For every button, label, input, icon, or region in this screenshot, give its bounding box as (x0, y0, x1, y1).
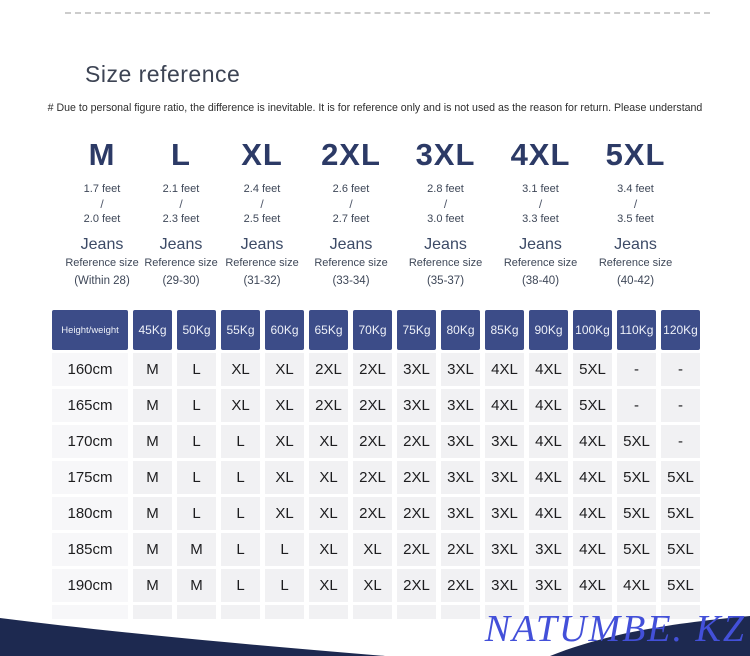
size-column-5xl (588, 138, 683, 288)
size-cell: 3XL (485, 497, 524, 530)
height-row-header: 190cm (52, 569, 128, 602)
jeans-size-range: (33-34) (332, 275, 370, 287)
jeans-label: Jeans (329, 236, 373, 253)
size-cell: M (133, 497, 172, 530)
size-cell: 5XL (617, 497, 656, 530)
size-cell: 2XL (397, 461, 436, 494)
size-cell: M (177, 533, 216, 566)
size-cell: 4XL (573, 461, 612, 494)
size-cell: 5XL (617, 533, 656, 566)
size-cell: 4XL (529, 353, 568, 386)
weight-column-header: 100Kg (573, 310, 612, 350)
feet-min-value: 2.6 feet (332, 183, 370, 195)
size-label: 5XL (605, 137, 666, 172)
size-cell: 5XL (573, 389, 612, 422)
size-cell: XL (309, 497, 348, 530)
size-cell: 2XL (353, 497, 392, 530)
feet-separator: / (349, 197, 353, 211)
size-column-xl (220, 138, 304, 288)
size-column-2xl (304, 138, 398, 288)
jeans-label: Jeans (519, 236, 562, 253)
jeans-size-range: (40-42) (616, 275, 655, 287)
weight-column-header: 70Kg (353, 310, 392, 350)
size-cell: 3XL (529, 533, 568, 566)
size-cell: XL (309, 425, 348, 458)
size-column-4xl (493, 138, 588, 288)
weight-column-header: 85Kg (485, 310, 524, 350)
size-column-3xl (398, 138, 493, 288)
size-cell: L (221, 533, 260, 566)
size-label: 4XL (510, 137, 571, 172)
size-cell: 3XL (441, 353, 480, 386)
size-cell: XL (265, 461, 304, 494)
feet-min-value: 3.1 feet (522, 183, 559, 195)
feet-max-value: 3.5 feet (617, 213, 654, 225)
reference-size-label: Reference size (65, 257, 139, 269)
feet-separator: / (179, 197, 183, 211)
size-cell: M (133, 461, 172, 494)
size-cell: - (617, 389, 656, 422)
size-cell: L (177, 353, 216, 386)
size-cell: 4XL (573, 425, 612, 458)
size-cell: M (133, 353, 172, 386)
size-cell: XL (221, 389, 260, 422)
jeans-label: Jeans (240, 236, 284, 253)
size-cell: L (177, 389, 216, 422)
feet-min-value: 2.4 feet (243, 183, 281, 195)
size-cell: 5XL (617, 425, 656, 458)
size-cell: L (265, 533, 304, 566)
weight-column-header: 55Kg (221, 310, 260, 350)
height-row-header: 160cm (52, 353, 128, 386)
size-label: L (171, 137, 191, 172)
feet-separator: / (260, 197, 264, 211)
disclaimer-text: # Due to personal figure ratio, the difference is inevitable. It is for reference only and is not used as the reason for return. Please understand (47, 102, 703, 114)
reference-size-label: Reference size (503, 257, 578, 269)
weight-column-header: 120Kg (661, 310, 700, 350)
weight-column-header: 90Kg (529, 310, 568, 350)
size-cell: L (221, 425, 260, 458)
feet-max-value: 2.0 feet (83, 213, 121, 225)
size-cell: XL (265, 425, 304, 458)
feet-separator: / (100, 197, 104, 211)
height-row-header: 180cm (52, 497, 128, 530)
weight-column-header: 45Kg (133, 310, 172, 350)
size-cell: XL (265, 497, 304, 530)
size-cell: XL (309, 569, 348, 602)
feet-max-value: 2.5 feet (243, 213, 281, 225)
jeans-size-range: (38-40) (521, 275, 560, 287)
weight-column-header: 110Kg (617, 310, 656, 350)
jeans-label: Jeans (159, 236, 203, 253)
size-cell: - (661, 353, 700, 386)
size-cell: 3XL (485, 461, 524, 494)
size-cell: XL (221, 353, 260, 386)
size-cell: 3XL (441, 497, 480, 530)
size-cell: 4XL (485, 389, 524, 422)
jeans-size-range: (35-37) (426, 275, 465, 287)
size-cell: 4XL (529, 461, 568, 494)
size-cell: 3XL (441, 461, 480, 494)
reference-size-label: Reference size (598, 257, 673, 269)
size-cell: L (177, 497, 216, 530)
size-cell: 4XL (529, 389, 568, 422)
feet-separator: / (443, 197, 448, 211)
size-cell: 4XL (529, 425, 568, 458)
size-cell: M (133, 389, 172, 422)
size-cell: M (133, 569, 172, 602)
size-cell: L (177, 425, 216, 458)
size-cell: 5XL (661, 569, 700, 602)
size-label: M (88, 137, 116, 172)
feet-max-value: 2.3 feet (162, 213, 200, 225)
height-row-header: 165cm (52, 389, 128, 422)
jeans-size-range: (Within 28) (74, 275, 130, 287)
table-corner-header: Height/weight (52, 310, 128, 350)
size-cell: 3XL (485, 569, 524, 602)
feet-max-value: 3.3 feet (522, 213, 559, 225)
size-cell: XL (309, 461, 348, 494)
weight-column-header: 75Kg (397, 310, 436, 350)
feet-max-value: 3.0 feet (427, 213, 464, 225)
watermark-text: NATUMBE. KZ (484, 608, 746, 650)
size-cell: 3XL (529, 569, 568, 602)
feet-min-value: 3.4 feet (617, 183, 654, 195)
weight-column-header: 60Kg (265, 310, 304, 350)
size-summary-grid (62, 138, 683, 288)
size-cell: 3XL (397, 389, 436, 422)
size-cell: XL (353, 569, 392, 602)
size-cell: 4XL (573, 533, 612, 566)
size-cell: 2XL (353, 461, 392, 494)
height-row-header: 170cm (52, 425, 128, 458)
feet-min-value: 2.8 feet (427, 183, 464, 195)
size-cell: 4XL (485, 353, 524, 386)
size-cell: 4XL (529, 497, 568, 530)
jeans-size-range: (31-32) (243, 275, 281, 287)
size-cell: XL (265, 389, 304, 422)
size-cell: M (133, 533, 172, 566)
jeans-size-range: (29-30) (162, 275, 200, 287)
height-row-header: 185cm (52, 533, 128, 566)
weight-column-header: 50Kg (177, 310, 216, 350)
size-cell: 4XL (573, 497, 612, 530)
weight-column-header: 80Kg (441, 310, 480, 350)
size-cell: 2XL (397, 425, 436, 458)
size-cell: 5XL (661, 497, 700, 530)
feet-min-value: 1.7 feet (83, 183, 121, 195)
page-title: Size reference (85, 61, 241, 87)
size-column-m (62, 138, 142, 288)
size-cell: L (265, 569, 304, 602)
size-cell: XL (353, 533, 392, 566)
size-cell: L (221, 461, 260, 494)
height-row-header: 175cm (52, 461, 128, 494)
feet-separator: / (538, 197, 543, 211)
size-cell: 2XL (441, 569, 480, 602)
size-cell: 2XL (397, 533, 436, 566)
feet-max-value: 2.7 feet (332, 213, 370, 225)
size-cell: 5XL (661, 461, 700, 494)
size-cell: L (177, 461, 216, 494)
size-cell: 5XL (573, 353, 612, 386)
feet-separator: / (633, 197, 638, 211)
size-cell: XL (265, 353, 304, 386)
size-cell: 3XL (397, 353, 436, 386)
size-cell: 2XL (309, 389, 348, 422)
size-cell: - (661, 425, 700, 458)
size-cell: M (133, 425, 172, 458)
size-cell: 5XL (617, 461, 656, 494)
size-cell: 2XL (397, 569, 436, 602)
reference-size-label: Reference size (225, 257, 299, 269)
size-cell: 2XL (397, 497, 436, 530)
size-cell: 2XL (353, 389, 392, 422)
size-cell: 2XL (353, 353, 392, 386)
size-cell: 2XL (441, 533, 480, 566)
reference-size-label: Reference size (144, 257, 218, 269)
size-cell: L (221, 569, 260, 602)
jeans-label: Jeans (424, 236, 467, 253)
size-cell: 3XL (441, 389, 480, 422)
reference-size-label: Reference size (314, 257, 388, 269)
size-label: 2XL (321, 137, 381, 172)
size-cell: - (617, 353, 656, 386)
size-cell: M (177, 569, 216, 602)
jeans-label: Jeans (80, 236, 124, 253)
size-cell: L (221, 497, 260, 530)
reference-size-label: Reference size (408, 257, 483, 269)
size-cell: 5XL (661, 533, 700, 566)
height-weight-size-table (52, 310, 700, 619)
jeans-label: Jeans (614, 236, 657, 253)
size-cell: XL (309, 533, 348, 566)
size-label: XL (241, 137, 283, 172)
size-column-l (142, 138, 220, 288)
size-label: 3XL (415, 137, 476, 172)
size-cell: 4XL (573, 569, 612, 602)
size-cell: 3XL (441, 425, 480, 458)
feet-min-value: 2.1 feet (162, 183, 200, 195)
size-cell: - (661, 389, 700, 422)
size-cell: 3XL (485, 533, 524, 566)
size-cell: 3XL (485, 425, 524, 458)
size-cell: 4XL (617, 569, 656, 602)
bottom-left-wave (0, 618, 385, 656)
weight-column-header: 65Kg (309, 310, 348, 350)
top-dashed-divider (65, 12, 710, 14)
size-cell: 2XL (353, 425, 392, 458)
size-cell: 2XL (309, 353, 348, 386)
